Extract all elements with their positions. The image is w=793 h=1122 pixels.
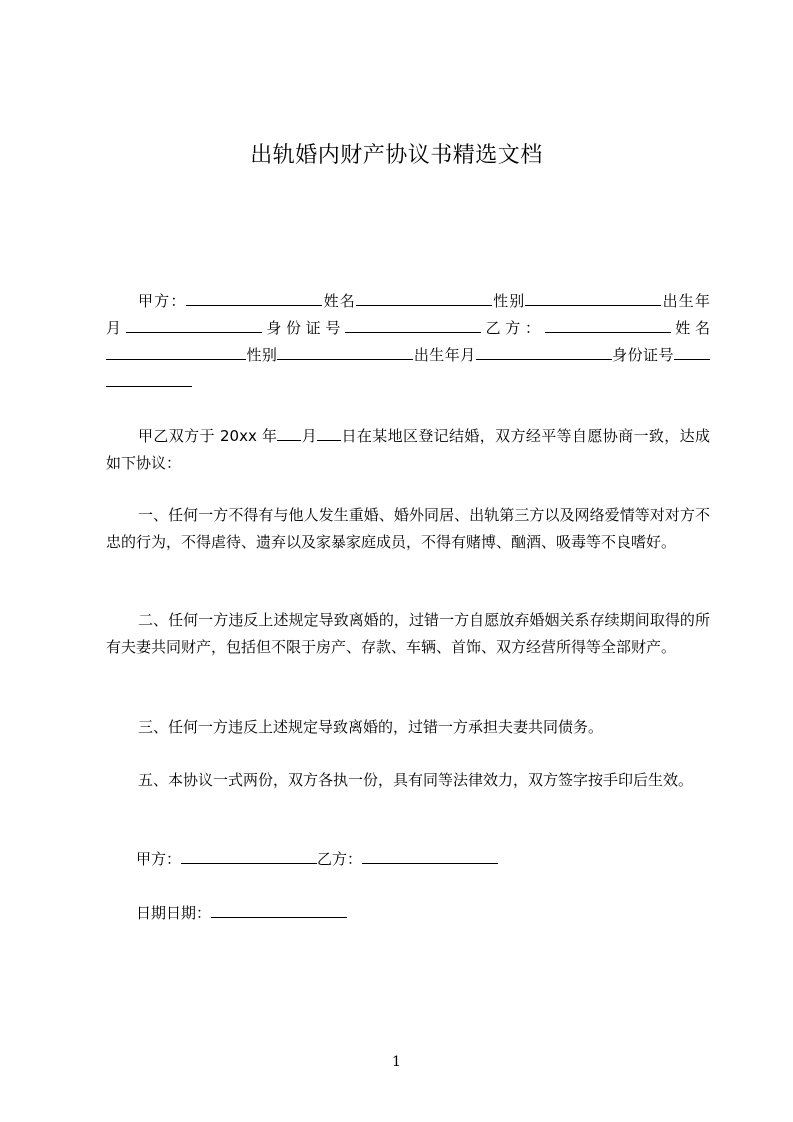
party-a-birth-label-cont: 年月 (106, 292, 710, 337)
month-blank (277, 425, 301, 441)
party-b-name-blank (106, 344, 246, 360)
party-a-id-blank (345, 317, 481, 333)
clause-2: 二、任何一方违反上述规定导致离婚的，过错一方自愿放弃婚姻关系存续期间取得的所有夫妻共同财产，包括但不限于房产、存款、车辆、首饰、双方经营所得等全部财产。 (106, 611, 710, 656)
clause-5: 五、本协议一式两份，双方各执一份，具有同等法律效力，双方签字按手印后生效。 (138, 771, 694, 789)
intro-text-2: 月 (301, 427, 318, 445)
signature-row (136, 846, 498, 873)
party-b-id-blank-cont (106, 371, 192, 387)
party-a-id-label: 身份证号 (261, 319, 345, 337)
party-a-gender-label: 性别 (491, 292, 526, 310)
signature-party-b-label: 乙方： (317, 850, 363, 868)
party-b-birth-blank (476, 344, 612, 360)
date-label: 日期日期： (136, 904, 212, 922)
party-a-blank (186, 290, 322, 306)
clause-3: 三、任何一方违反上述规定导致离婚的，过错一方承担夫妻共同债务。 (138, 718, 604, 736)
day-blank (317, 425, 341, 441)
date-blank (211, 902, 347, 918)
date-row (136, 900, 347, 927)
party-b-gender-label: 性别 (246, 346, 278, 364)
party-a-birth-blank (126, 317, 262, 333)
party-a-label: 甲方： (138, 292, 187, 310)
signature-party-a-blank (181, 848, 317, 864)
document-title: 出轨婚内财产协议书精选文档 (250, 143, 543, 168)
party-a-name-label: 姓名 (322, 292, 356, 310)
intro-paragraph (106, 423, 710, 477)
signature-party-a-label: 甲方： (136, 850, 182, 868)
intro-text-1: 甲乙双方于 20xx 年 (138, 427, 278, 445)
party-b-gender-blank (277, 344, 413, 360)
party-a-gender-blank (525, 290, 661, 306)
party-a-birth-label: 出生 (661, 292, 695, 310)
signature-party-b-blank (362, 848, 498, 864)
clause-1: 一、任何一方不得有与他人发生重婚、婚外同居、出轨第三方以及网络爱情等对对方不忠的行为，不得虐待、遗弃以及家暴家庭成员，不得有赌博、酗酒、吸毒等不良嗜好。 (106, 506, 710, 551)
party-b-label: 乙方： (480, 319, 545, 337)
party-b-name-label: 姓名 (670, 319, 710, 337)
party-b-blank (545, 317, 671, 333)
party-b-birth-label: 出生年月 (413, 346, 476, 364)
party-b-id-blank (674, 344, 710, 360)
intro-text-3: 日在某地区登记结婚，双方经平等自愿协商一致，达成如下协议： (106, 427, 710, 472)
party-a-name-blank (356, 290, 492, 306)
party-b-id-label: 身份证号 (611, 346, 674, 364)
parties-paragraph (106, 288, 710, 396)
page-number: 1 (392, 1054, 401, 1070)
